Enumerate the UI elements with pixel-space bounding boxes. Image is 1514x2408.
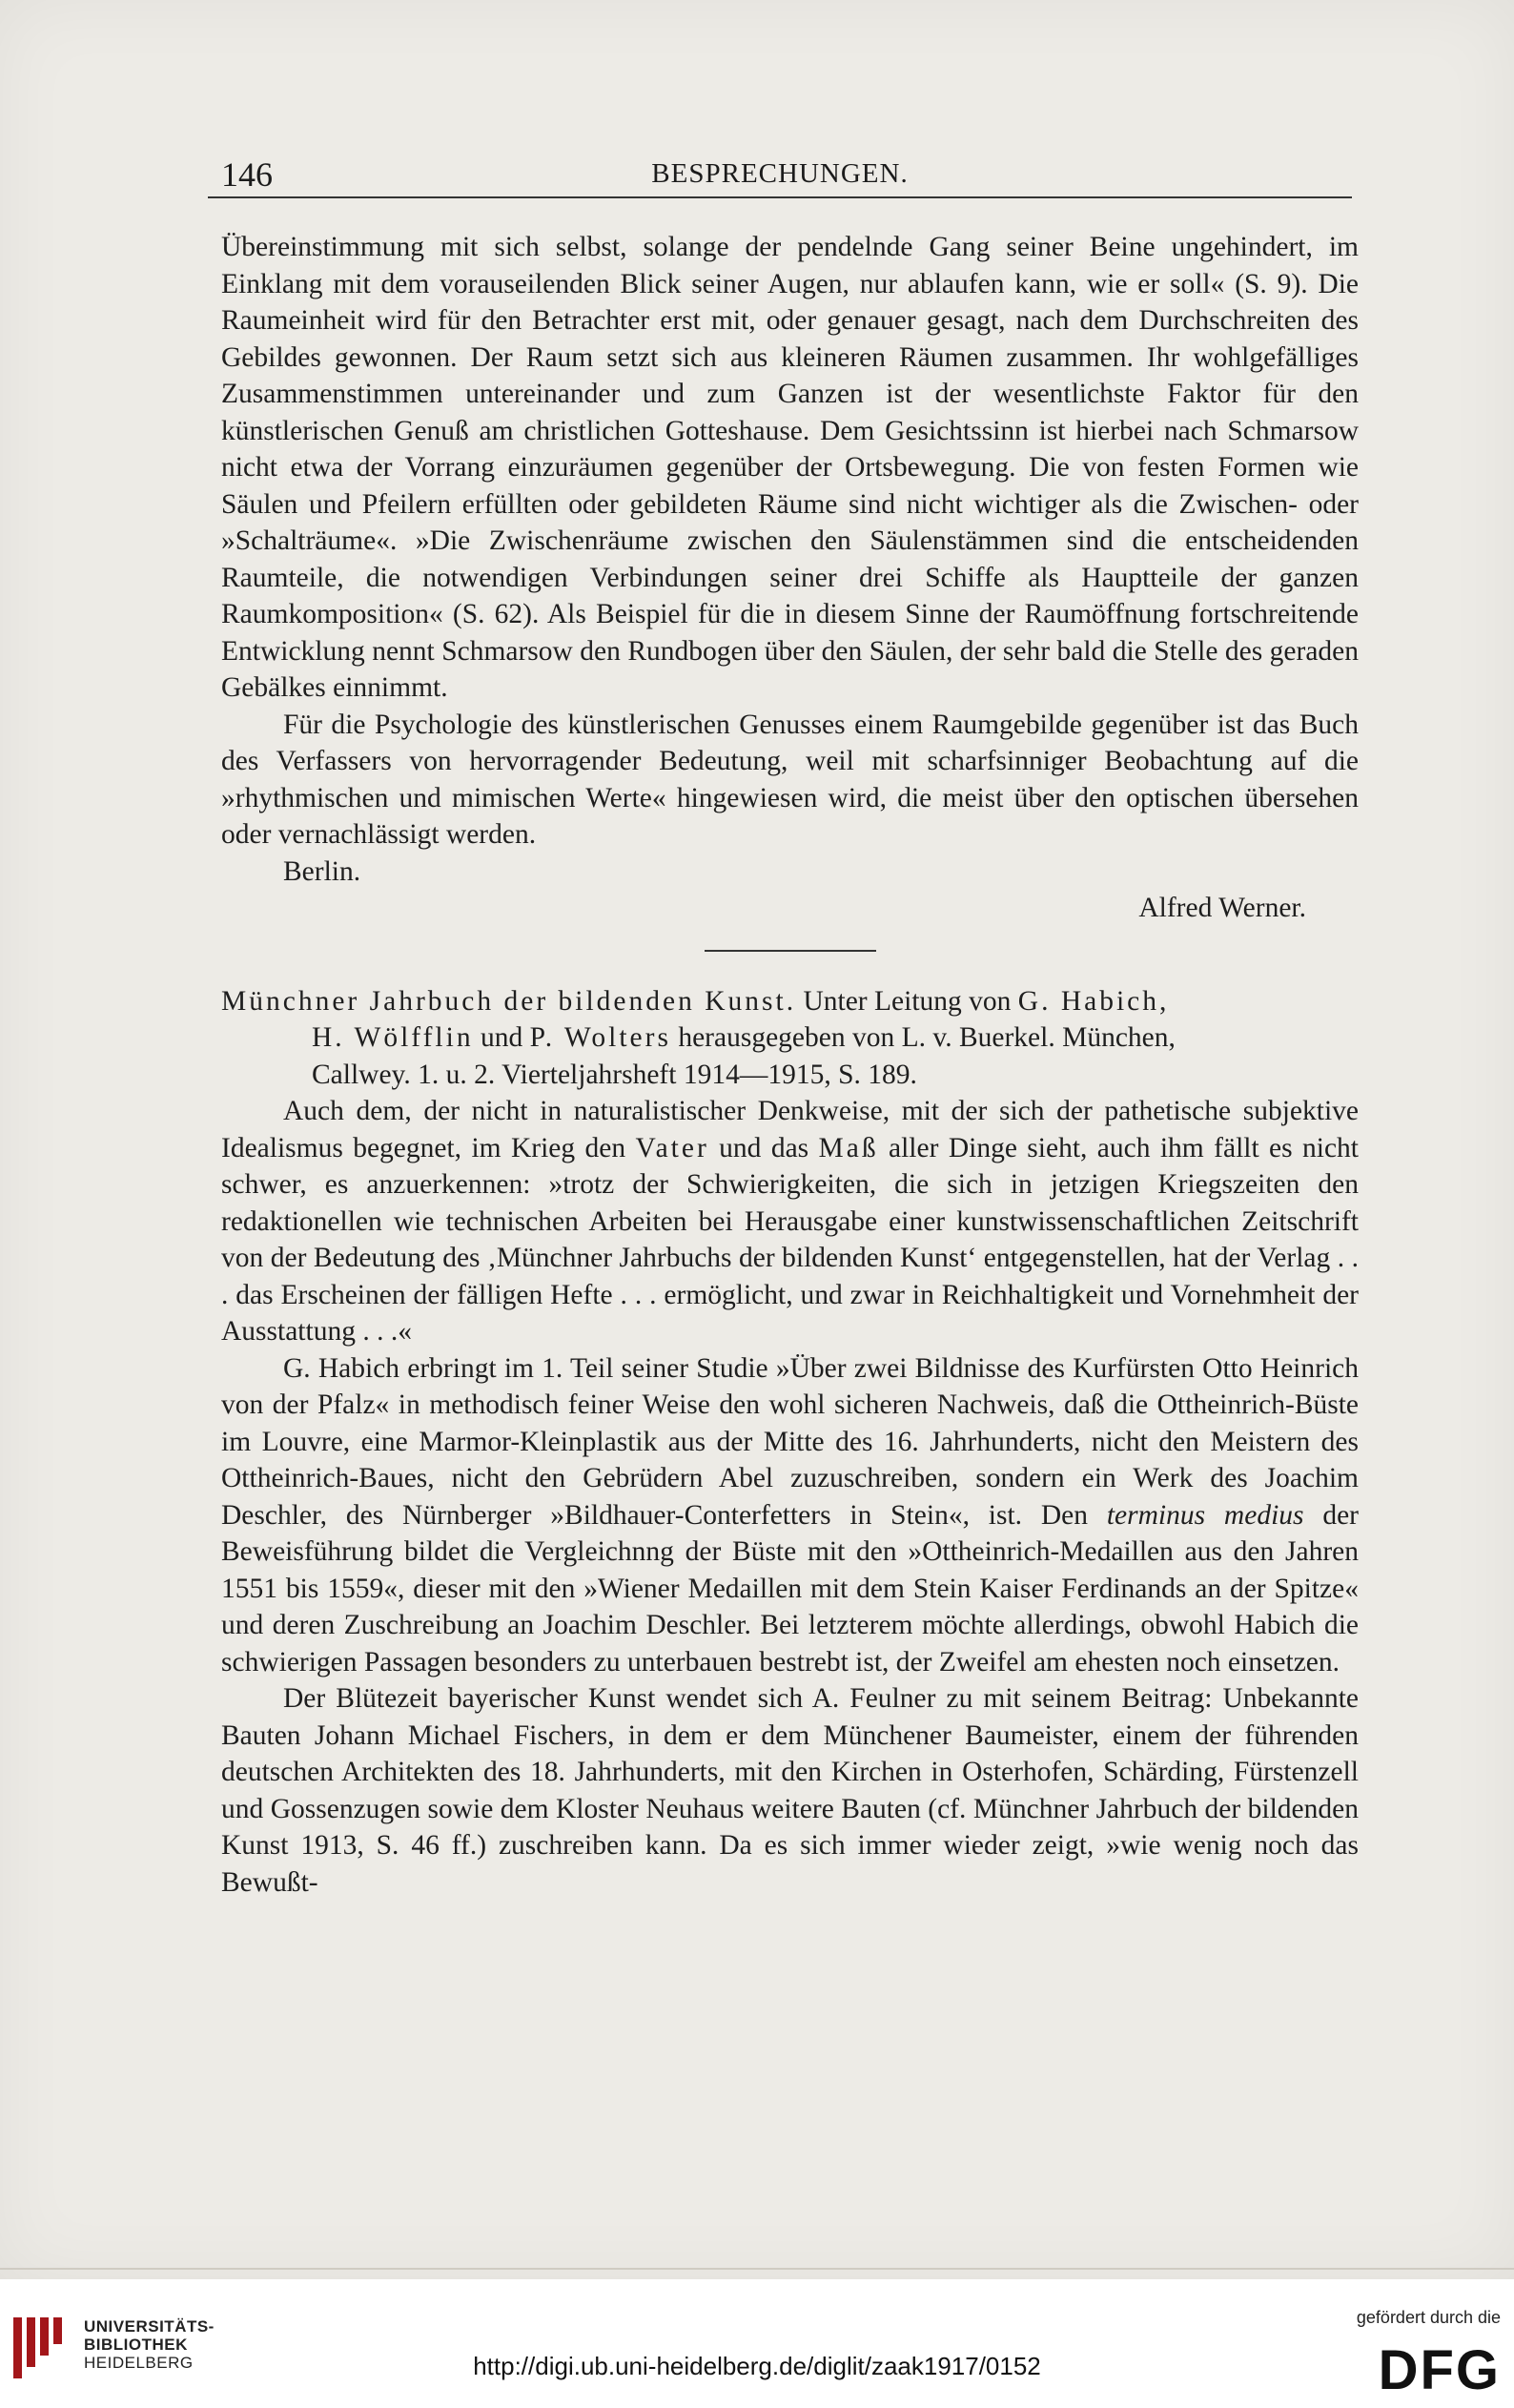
viewer-footer xyxy=(0,2279,1514,2408)
dfg-logo: DFG xyxy=(1378,2339,1501,2401)
paragraph: G. Habich erbringt im 1. Teil seiner Studie »Über zwei Bildnisse des Kurfürsten Otto Heinrich von der Pfalz« in methodisch feiner Weise den wohl sicheren Nachweis, daß die Ottheinrich-Büste im Louvre, eine Marmor-Kleinplastik aus der Mitte des 16. Jahrhunderts, nicht den Meistern des Ottheinrich-Baues, nicht den Gebrüdern Abel zuzuschreiben, sondern ein Werk des Joachim Deschler, des Nürnberger »Bildhauer-Conterfetters in Stein«, ist. Den terminus medius der Beweisführung bildet die Vergleichnng der Büste mit den »Ottheinrich-Medaillen aus den Jahren 1551 bis 1559«, dieser mit den »Wiener Medaillen mit dem Stein Kaiser Ferdinands an der Spitze« und deren Zuschreibung an Joachim Deschler. Bei letzterem möchte allerdings, obwohl Habich die schwierigen Passagen besonders zu unterbauen bestrebt ist, der Zweifel am ehesten noch einsetzen. xyxy=(221,1352,1359,1677)
book-title: Münchner Jahrbuch der bildenden Kunst. xyxy=(221,985,797,1017)
place-line: Berlin. xyxy=(283,855,361,887)
spaced-word: Vater xyxy=(635,1132,709,1163)
bibliographic-entry-cont: H. Wölfflin und P. Wolters herausgegeben von L. v. Buerkel. München, xyxy=(312,1022,1176,1053)
page-number: 146 xyxy=(221,155,273,194)
running-title: BESPRECHUNGEN. xyxy=(651,158,909,189)
paragraph: Auch dem, der nicht in naturalistischer Denkweise, mit der sich der pathetische subjektive Idealismus begegnet, im Krieg den Vater und das Maß aller Dinge sieht, auch ihm fällt es nicht schwer, es anzuerkennen: »trotz der Schwierigkeiten, die sich in jetzigen Kriegszeiten den redaktionellen wie technischen Arbeiten bei Herausgabe einer kunstwissenschaftlichen Zeitschrift von der Bedeutung des ‚Münchner Jahrbuchs der bildenden Kunst‘ entgegenstellen, hat der Verlag . . . das Erscheinen der fälligen Hefte . . . ermöglicht, und zwar in Reichhaltigkeit und Vornehmheit der Ausstattung . . .« xyxy=(221,1096,1359,1347)
funding-note: gefördert durch die xyxy=(1356,2308,1501,2327)
spaced-word: Maß xyxy=(818,1132,879,1163)
paragraph: Der Blütezeit bayerischer Kunst wendet sich A. Feulner zu mit seinem Beitrag: Unbekannte Bauten Johann Michael Fischers, in dem er dem Münchener Baumeister, einem der führenden deutschen Architekten des 18. Jahrhunderts, mit den Kirchen in Osterhofen, Schärding, Fürstenzell und Gossenzugen sowie dem Kloster Neuhaus weitere Bauten (cf. Münchner Jahrbuch der bildenden Kunst 1913, S. 46 ff.) zuschreiben kann. Da es sich immer wieder zeigt, »wie wenig noch das Bewußt- xyxy=(221,1683,1359,1898)
editor-name: G. Habich xyxy=(1017,985,1160,1017)
library-name: UNIVERSITÄTS- BIBLIOTHEK HEIDELBERG xyxy=(84,2317,215,2372)
bibliographic-entry-publisher: Callwey. 1. u. 2. Vierteljahrsheft 1914—1915, S. 189. xyxy=(312,1059,917,1090)
editor-name: P. Wolters xyxy=(529,1022,671,1053)
page-header xyxy=(208,153,1352,195)
bibliographic-entry: Münchner Jahrbuch der bildenden Kunst. Unter Leitung von G. Habich, xyxy=(221,985,1167,1017)
italic-term: terminus medius xyxy=(1106,1499,1304,1531)
header-rule xyxy=(208,196,1352,198)
editor-name: H. Wölfflin xyxy=(312,1022,474,1053)
body-text xyxy=(221,229,1359,1901)
scan-edge xyxy=(0,2268,1514,2270)
section-separator xyxy=(705,950,876,952)
permalink-url[interactable]: http://digi.ub.uni-heidelberg.de/diglit/zaak1917/0152 xyxy=(473,2352,1041,2380)
paragraph: Übereinstimmung mit sich selbst, solange der pendelnde Gang seiner Beine ungehindert, im Einklang mit dem vorauseilenden Blick seiner Augen, nur ablaufen kann, wie er soll« (S. 9). Die Raumeinheit wird für den Betrachter erst mit, oder genauer gesagt, nach dem Durchschreiten des Gebildes gewonnen. Der Raum setzt sich aus kleineren Räumen zusammen. Ihr wohlgefälliges Zusammenstimmen untereinander und zum Ganzen ist der wesentlichste Faktor für den künstlerischen Genuß am christlichen Gotteshause. Dem Gesichtssinn ist hierbei nach Schmarsow nicht etwa der Vorrang einzuräumen gegenüber der Ortsbewegung. Die von festen Formen wie Säulen und Pfeilern erfüllten oder gebildeten Räume sind nicht wichtiger als die Zwischen- oder »Schalträume«. »Die Zwischenräume zwischen den Säulenstämmen sind die entscheidenden Raumteile, die notwendigen Verbindungen seiner drei Schiffe als Hauptteile der ganzen Raumkomposition« (S. 62). Als Beispiel für die in diesem Sinne der Raumöffnung fortschreitende Entwicklung nennt Schmarsow den Rundbogen über den Säulen, der sehr bald die Stelle des geraden Gebälkes einnimmt. xyxy=(221,232,1359,703)
author-signature: Alfred Werner. xyxy=(1138,893,1306,923)
paragraph: Für die Psychologie des künstlerischen Genusses einem Raumgebilde gegenüber ist das Buch des Verfassers von hervorragender Bedeutung, weil mit scharfsinniger Beobachtung auf die »rhythmischen und mimischen Werte« hingewiesen wird, die meist über den optischen übersehen oder vernachlässigt werden. xyxy=(221,709,1359,850)
